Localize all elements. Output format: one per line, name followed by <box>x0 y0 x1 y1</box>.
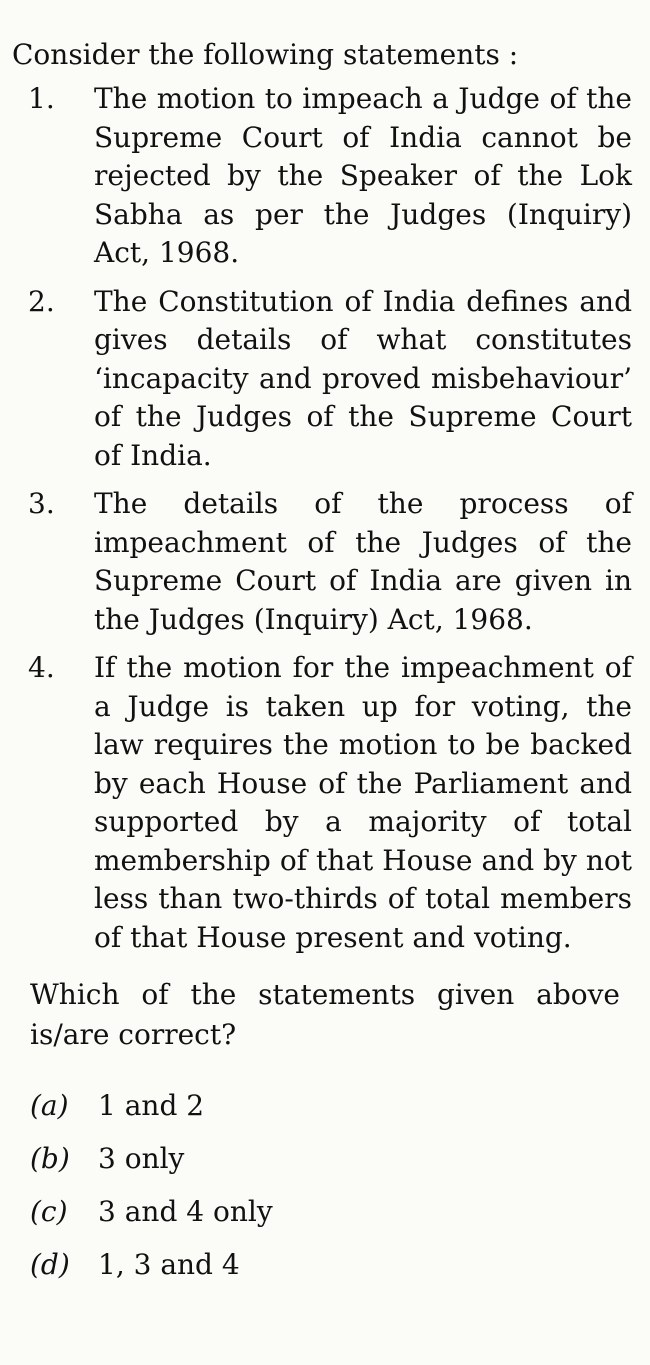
statement-list <box>12 80 632 957</box>
answer-option-b[interactable] <box>30 1132 632 1185</box>
option-label: (b) <box>30 1141 70 1175</box>
option-label: (d) <box>30 1247 70 1281</box>
statement-text: The Constitution of India defines and gives details of what constitutes ‘incapacity and proved misbehaviour’ of the Judges of the Supreme Court of India. <box>94 284 632 472</box>
statement-number: 2. <box>28 284 55 318</box>
question-prompt: Which of the statements given above is/are correct? <box>30 978 620 1051</box>
statement-item <box>12 80 632 273</box>
statement-item <box>12 649 632 957</box>
statement-number: 4. <box>28 651 55 684</box>
answer-option-c[interactable] <box>30 1185 632 1238</box>
statement-number: 1. <box>28 82 55 115</box>
option-text: 3 only <box>98 1141 185 1175</box>
answer-option-a[interactable] <box>30 1079 632 1132</box>
option-text: 3 and 4 only <box>98 1194 273 1228</box>
statement-text: The motion to impeach a Judge of the Supreme Court of India cannot be rejected by the Speaker of the Lok Sabha as per the Judges (Inquiry) Act, 1968. <box>94 82 632 269</box>
answer-options <box>30 1079 632 1291</box>
option-text: 1 and 2 <box>98 1088 205 1122</box>
statement-number: 3. <box>28 487 55 520</box>
question-intro: Consider the following statements : <box>12 38 519 71</box>
statement-text: The details of the process of impeachment of the Judges of the Supreme Court of India are given in the Judges (Inquiry) Act, 1968. <box>94 487 632 636</box>
statement-item <box>12 485 632 639</box>
statement-text: If the motion for the impeachment of a Judge is taken up for voting, the law requires the motion to be backed by each House of the Parliament and supported by a majority of total membership of that House and by not less than two-thirds of total members of that House present and voting. <box>94 651 632 954</box>
answer-option-d[interactable] <box>30 1238 632 1291</box>
option-text: 1, 3 and 4 <box>98 1247 240 1281</box>
option-label: (a) <box>30 1088 69 1122</box>
statement-item <box>12 283 632 476</box>
option-label: (c) <box>30 1194 68 1228</box>
